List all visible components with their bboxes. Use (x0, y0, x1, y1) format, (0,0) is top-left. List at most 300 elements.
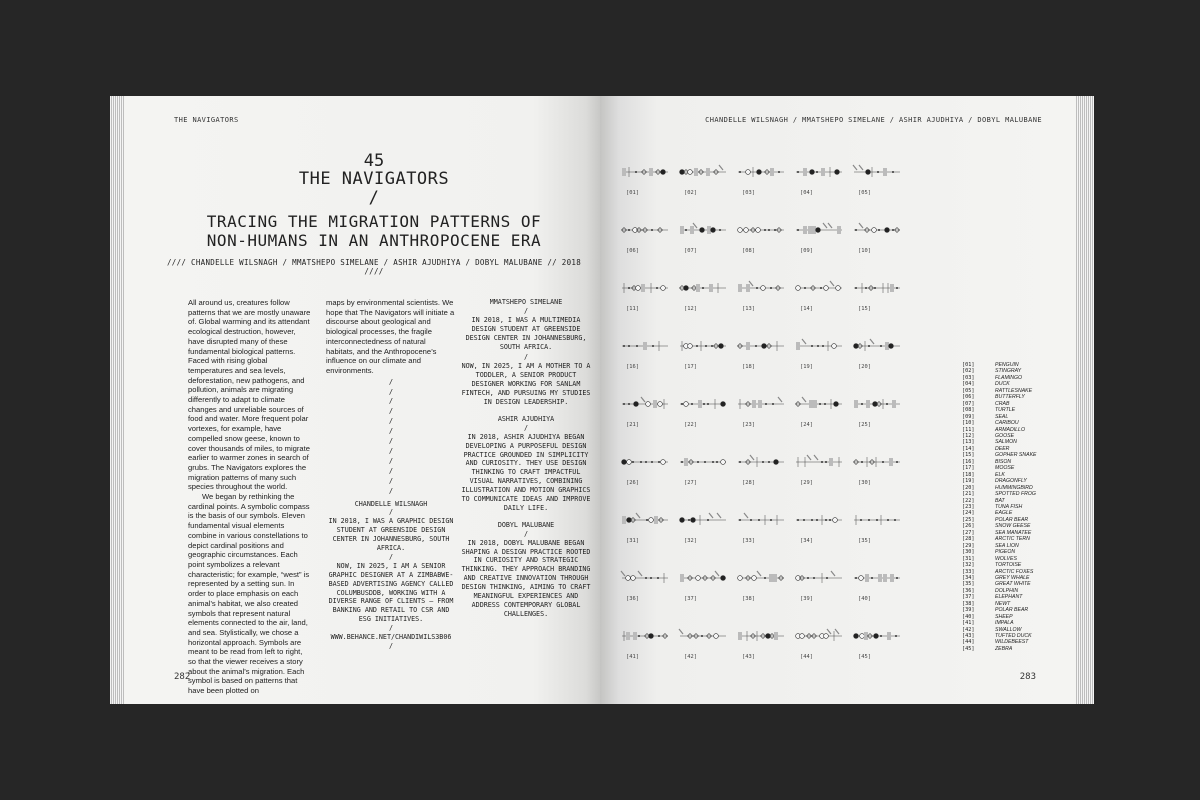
migration-symbol-icon (736, 158, 786, 184)
symbol-element (752, 576, 757, 581)
legend-row (962, 646, 1062, 652)
symbol-element (706, 168, 710, 176)
symbol-element (640, 461, 642, 463)
symbol-cell (736, 444, 794, 501)
symbol-cell (736, 560, 794, 617)
symbol-element (855, 577, 857, 579)
symbol-element (715, 571, 719, 576)
legend-species-name: DEER (995, 445, 1010, 452)
symbol-element (719, 344, 724, 349)
legend-number: [22] (962, 497, 975, 504)
symbol-element (761, 286, 766, 291)
symbol-cell (678, 154, 736, 211)
legend-species-name: ARCTIC TERN (995, 536, 1030, 543)
symbol-element (887, 519, 889, 521)
symbol-cell (620, 502, 678, 559)
legend-number: [15] (962, 452, 975, 459)
symbol-element (711, 228, 716, 233)
symbol-element (738, 632, 742, 640)
symbol-element (719, 165, 723, 170)
migration-symbol-icon (736, 390, 786, 416)
bio-name: MMATSHEPO SIMELANE (489, 298, 563, 306)
migration-symbol-icon (794, 506, 844, 532)
symbol-element (890, 284, 894, 292)
symbol-element (716, 461, 718, 463)
symbol-element (821, 461, 823, 463)
legend-species-name: BUTTERFLY (995, 394, 1025, 401)
symbol-element (684, 402, 689, 407)
legend-number: [43] (962, 633, 975, 640)
migration-symbol-icon (678, 564, 728, 590)
symbol-element (719, 229, 721, 231)
body-paragraph-3: maps by environmental scientists. We hope that The Navigators will initiate a discourse about geological and biological processes, the fragile interconnectedness of natural habitats, and the Anthropocene’s influence on our climate and environments. (326, 298, 455, 375)
migration-symbol-icon (852, 448, 902, 474)
symbol-number-label: [45] (858, 654, 871, 660)
legend-number: [42] (962, 626, 975, 633)
symbol-cell (620, 270, 678, 327)
legend-species-name: TURTLE (995, 407, 1016, 414)
symbol-element (874, 287, 876, 289)
symbol-element (889, 344, 894, 349)
legend-number: [16] (962, 458, 975, 465)
symbol-element (696, 284, 700, 292)
migration-symbol-icon (678, 216, 728, 242)
legend-number: [30] (962, 549, 975, 556)
symbol-element (837, 226, 841, 234)
migration-symbol-icon (852, 564, 902, 590)
symbol-element (796, 342, 800, 350)
symbol-number-label: [32] (684, 538, 697, 544)
symbol-element (622, 516, 626, 524)
symbol-cell (678, 502, 736, 559)
symbol-element (769, 574, 773, 582)
migration-symbol-icon (794, 390, 844, 416)
migration-symbol-icon (852, 332, 902, 358)
symbol-element (752, 400, 756, 408)
symbol-element (758, 519, 760, 521)
page-title: THE NAVIGATORS (298, 169, 450, 189)
symbol-element (868, 345, 870, 347)
symbol-element (756, 228, 761, 233)
symbol-element (768, 461, 770, 463)
running-head-left: THE NAVIGATORS (174, 116, 239, 124)
symbol-number-label: [27] (684, 480, 697, 486)
body-column-3: MMATSHEPO SIMELANE / IN 2018, I WAS A MULTIMEDIA DESIGN STUDENT AT GREENSIDE DESIGN CENTER IN JOHANNESBURG, SOUTH AFRICA. / NOW, IN 2025, I AM A MOTHER TO A TODDLER, A SENIOR PRODUCT DESIGNER WORKING FOR SANLAM FINTECH, AND PURSUING MY STUDIES IN DESIGN LEADERSHIP. ASHIR AJUDHIYA / IN 2018, ASHIR AJUDHIYA BEGAN DEVELOPING A PURPOSEFUL DESIGN PRACTICE GROUNDED IN SIMPLICITY AND CURIOSITY. THEY USE DESIGN THINKING TO CRAFT IMPACTFUL VISUAL NARRATIVES, COMBINING ILLUSTRATION AND MOTION GRAPHICS TO COMMUNICATE IDEAS AND IMPROVE DAILY LIFE. DOBYL MALUBANE / IN 2018, DOBYL MALUBANE BEGAN SHAPING A DESIGN PRACTICE ROOTED IN CURIOSITY AND STRATEGIC THINKING. THEY APPROACH BRANDING AND CREATIVE INNOVATION THROUGH DESIGN THINKING, AIMING TO CRAFT MEANINGFUL EXPERIENCES AND ADDRESS CONTEMPORARY GLOBAL CHALLENGES. (461, 298, 591, 618)
migration-symbol-icon (794, 274, 844, 300)
bio-name: CHANDELLE WILSNAGH (354, 499, 428, 508)
migration-symbol-icon (852, 158, 902, 184)
symbol-element (633, 632, 637, 640)
symbol-number-label: [20] (858, 364, 871, 370)
body-paragraph-1: All around us, creatures follow patterns that we are mostly unaware of. Global warming and its attendant ecological destruction, however, have disrupted many of these fundamental biological patterns. Faced with rising global temperatures and sea levels, deforestation, new pathogens, and pollution, animals are migrating differently to adapt to climate changes and unreliable sources of food and water. More frequent polar vortexes, for example, have compelled snow geese, known to cover thousands of miles, to migrate earlier to warmer zones in search of grubs. The Navigators explores the migration patterns of many such species throughout the world. (188, 298, 311, 492)
symbol-element (646, 519, 648, 521)
symbol-number-label: [26] (626, 480, 639, 486)
symbol-element (883, 168, 887, 176)
symbol-number-label: [10] (858, 248, 871, 254)
symbol-element (892, 171, 894, 173)
symbol-element (738, 576, 743, 581)
symbol-element (623, 345, 625, 347)
symbol-cell (678, 560, 736, 617)
legend-species-name: TUFTED DUCK (995, 633, 1032, 640)
symbol-element (813, 400, 817, 408)
symbol-element (895, 635, 897, 637)
symbol-element (853, 165, 857, 170)
migration-symbol-icon (620, 158, 670, 184)
page-edges-right (1076, 96, 1094, 704)
symbol-element (700, 228, 705, 233)
legend-species-name: STINGRAY (995, 368, 1022, 375)
migration-symbol-icon (736, 274, 786, 300)
symbol-element (712, 461, 714, 463)
legend-number: [11] (962, 426, 975, 433)
symbol-element (651, 229, 653, 231)
symbol-cell (620, 386, 678, 443)
symbol-element (758, 400, 762, 408)
symbol-element (885, 228, 890, 233)
legend-number: [23] (962, 503, 975, 510)
legend-number: [36] (962, 587, 975, 594)
symbol-number-label: [43] (742, 654, 755, 660)
symbol-element (703, 403, 705, 405)
symbol-element (871, 577, 873, 579)
symbol-element (770, 287, 772, 289)
symbol-cell (794, 386, 852, 443)
legend-species-name: POLAR BEAR (995, 607, 1029, 614)
title-block (164, 152, 584, 276)
symbol-element (645, 577, 647, 579)
symbol-element (820, 287, 822, 289)
migration-symbol-icon (736, 564, 786, 590)
symbol-element (827, 629, 831, 634)
symbol-cell (794, 444, 852, 501)
legend-number: [21] (962, 491, 975, 498)
symbol-element (816, 519, 818, 521)
legend-species-name: SEAL (995, 413, 1009, 420)
symbol-element (658, 402, 663, 407)
symbol-element (880, 635, 882, 637)
legend-number: [26] (962, 523, 975, 530)
symbol-element (813, 577, 815, 579)
symbol-element (765, 403, 767, 405)
migration-symbol-icon (736, 506, 786, 532)
symbol-number-label: [41] (626, 654, 639, 660)
symbol-element (684, 458, 688, 466)
symbol-element (804, 287, 806, 289)
symbol-element (828, 223, 832, 228)
symbol-element (834, 402, 839, 407)
symbol-element (653, 400, 657, 408)
symbol-number-label: [29] (800, 480, 813, 486)
symbol-element (807, 577, 809, 579)
symbol-element (739, 461, 741, 463)
symbol-cell (794, 154, 852, 211)
symbol-cell (852, 444, 910, 501)
symbol-number-label: [36] (626, 596, 639, 602)
symbol-cell (852, 618, 910, 675)
symbol-element (865, 287, 867, 289)
symbol-element (746, 342, 750, 350)
migration-symbol-icon (794, 564, 844, 590)
migration-symbol-icon (736, 448, 786, 474)
symbol-element (800, 634, 805, 639)
symbol-number-label: [11] (626, 306, 639, 312)
legend-species-name: TUNA FISH (995, 503, 1023, 510)
symbol-element (860, 634, 865, 639)
legend-number: [08] (962, 407, 975, 414)
legend-species-name: GREY WHALE (995, 574, 1030, 581)
symbol-number-label: [05] (858, 190, 871, 196)
symbol-cell (620, 154, 678, 211)
symbol-element (631, 576, 636, 581)
legend-species-name: FLAMINGO (995, 374, 1023, 381)
legend-species-name: PIGEON (995, 549, 1016, 556)
symbol-number-label: [24] (800, 422, 813, 428)
symbol-element (819, 403, 821, 405)
symbol-number-label: [40] (858, 596, 871, 602)
symbol-element (868, 519, 870, 521)
symbol-number-label: [42] (684, 654, 697, 660)
symbol-element (807, 455, 811, 460)
legend-number: [33] (962, 568, 975, 575)
legend-number: [24] (962, 510, 975, 517)
running-head-right: CHANDELLE WILSNAGH / MMATSHEPO SIMELANE / ASHIR AJUDHIYA / DOBYL MALUBANE (705, 116, 1042, 124)
migration-symbol-icon (852, 216, 902, 242)
symbol-element (750, 455, 754, 460)
legend-species-name: MOOSE (995, 465, 1015, 472)
migration-symbol-icon (736, 622, 786, 648)
symbol-element (739, 519, 741, 521)
symbol-element (632, 461, 634, 463)
symbol-element (634, 402, 639, 407)
symbol-cell (852, 502, 910, 559)
legend-species-name: BAT (995, 497, 1005, 504)
symbol-element (773, 574, 777, 582)
symbol-element (680, 226, 684, 234)
symbol-element (854, 400, 858, 408)
symbol-element (860, 519, 862, 521)
symbol-number-label: [23] (742, 422, 755, 428)
symbol-number-label: [33] (742, 538, 755, 544)
symbol-element (622, 460, 627, 465)
symbol-element (824, 634, 829, 639)
legend-species-name: SHEEP (995, 613, 1013, 620)
migration-symbol-icon (678, 390, 728, 416)
symbol-element (643, 342, 647, 350)
symbol-element (826, 577, 828, 579)
symbol-element (652, 345, 654, 347)
symbol-cell (678, 328, 736, 385)
left-page (124, 96, 600, 704)
symbol-element (739, 171, 741, 173)
legend-number: [03] (962, 374, 975, 381)
symbol-number-label: [34] (800, 538, 813, 544)
symbol-number-label: [30] (858, 480, 871, 486)
migration-symbol-icon (620, 216, 670, 242)
symbol-element (809, 400, 813, 408)
migration-symbol-icon (852, 274, 902, 300)
symbol-element (654, 516, 658, 524)
symbol-element (892, 400, 896, 408)
symbol-cell (736, 386, 794, 443)
legend-species-name: RATTLESNAKE (995, 387, 1033, 394)
symbol-element (698, 400, 702, 408)
migration-symbol-icon (736, 332, 786, 358)
symbol-cell (736, 212, 794, 269)
symbol-number-label: [35] (858, 538, 871, 544)
symbol-element (822, 345, 824, 347)
symbol-element (830, 281, 834, 286)
migration-symbol-icon (620, 332, 670, 358)
legend-species-name: EAGLE (995, 510, 1013, 517)
symbol-element (821, 168, 825, 176)
symbol-number-label: [38] (742, 596, 755, 602)
symbol-element (861, 461, 863, 463)
symbol-element (835, 629, 839, 634)
symbol-element (738, 228, 743, 233)
symbol-number-label: [14] (800, 306, 813, 312)
legend-number: [41] (962, 620, 975, 627)
legend-species-name: TORTOISE (995, 562, 1022, 569)
migration-symbol-icon (620, 390, 670, 416)
symbol-element (622, 168, 626, 176)
symbol-cell (794, 328, 852, 385)
symbol-element (707, 519, 709, 521)
open-book (110, 96, 1094, 704)
legend-species-name: ELEPHANT (995, 594, 1023, 601)
symbol-element (656, 287, 658, 289)
legend-species-name: SALMON (995, 439, 1017, 446)
legend-number: [09] (962, 413, 975, 420)
body-column-2 (326, 298, 456, 651)
symbol-cell (620, 618, 678, 675)
symbol-element (768, 229, 770, 231)
bio-text: IN 2018, DOBYL MALUBANE BEGAN SHAPING A DESIGN PRACTICE ROOTED IN CURIOSITY AND STRATEGIC THINKING. THEY APPROACH BRANDING AND CREATIVE INNOVATION THROUGH DESIGN THINKING, AIMING TO CRAFT MEANINGFUL EXPERIENCES AND ADDRESS CONTEMPORARY GLOBAL CHALLENGES. (461, 538, 591, 618)
symbol-cell (736, 502, 794, 559)
migration-symbol-icon (794, 448, 844, 474)
symbol-element (744, 513, 748, 518)
legend-species-name: IMPALA (995, 620, 1014, 627)
body-paragraph-2: We began by rethinking the cardinal points. A symbolic compass is the basis of our symbols. Eleven fundamental visual elements combine in various constellations to depict cardinal positions and geographic circumstances. Each point symbolizes a relevant characteristic; for example, “west” is represented by a setting sun. In order to place emphasis on each animal’s habitat, we also created symbols that represent natural elements connected to the air, land, and sea. Stylistically, we chose a horizontal approach. Symbols are meant to be read from left to right, so that the viewer receives a story about the animal’s migration. Each symbol is based on patterns that have been plotted on (188, 492, 310, 696)
migration-symbol-icon (678, 622, 728, 648)
legend-species-name: SWALLOW (995, 626, 1022, 633)
symbol-element (778, 171, 780, 173)
symbol-cell (620, 328, 678, 385)
symbol-cell (852, 154, 910, 211)
symbol-element (803, 226, 807, 234)
symbol-element (646, 402, 651, 407)
legend-number: [04] (962, 381, 975, 388)
legend-number: [19] (962, 478, 975, 485)
symbol-element (757, 571, 761, 576)
symbol-element (738, 284, 742, 292)
symbol-element (628, 403, 630, 405)
legend-species-name: NEWT (995, 600, 1011, 607)
symbol-element (774, 460, 779, 465)
legend-species-name: BISON (995, 458, 1012, 465)
symbol-element (887, 632, 891, 640)
symbol-element (650, 577, 652, 579)
symbol-number-label: [13] (742, 306, 755, 312)
symbol-number-label: [22] (684, 422, 697, 428)
symbol-element (866, 170, 871, 175)
symbol-element (770, 519, 772, 521)
symbol-number-label: [31] (626, 538, 639, 544)
legend-number: [25] (962, 516, 975, 523)
legend-number: [20] (962, 484, 975, 491)
symbol-cell (736, 618, 794, 675)
symbol-element (679, 629, 683, 634)
symbol-element (691, 518, 696, 523)
legend-number: [35] (962, 581, 975, 588)
symbol-element (746, 170, 751, 175)
migration-symbol-icon (620, 622, 670, 648)
symbol-number-label: [12] (684, 306, 697, 312)
symbol-element (628, 287, 630, 289)
symbol-element (802, 339, 806, 344)
symbol-cell (794, 618, 852, 675)
symbol-element (680, 574, 684, 582)
symbol-element (626, 632, 630, 640)
legend-species-name: SEA MANATEE (995, 529, 1032, 536)
migration-symbol-icon (678, 448, 728, 474)
symbol-element (721, 460, 726, 465)
symbol-number-label: [44] (800, 654, 813, 660)
symbol-element (721, 402, 726, 407)
symbol-element (688, 344, 693, 349)
page-number-right: 283 (1019, 672, 1036, 682)
symbol-element (658, 461, 660, 463)
legend-number: [29] (962, 542, 975, 549)
symbol-element (681, 461, 683, 463)
symbol-element (829, 519, 831, 521)
symbol-element (697, 461, 699, 463)
page-number-left: 282 (174, 672, 191, 682)
symbol-number-label: [15] (858, 306, 871, 312)
symbol-element (825, 519, 827, 521)
migration-symbol-grid (620, 154, 940, 674)
bio-text: IN 2018, I WAS A MULTIMEDIA DESIGN STUDENT AT GREENSIDE DESIGN CENTER IN JOHANNESBURG, SOUTH AFRICA. (465, 315, 587, 351)
symbol-element (814, 455, 818, 460)
symbol-element (883, 574, 887, 582)
symbol-element (709, 284, 713, 292)
legend-species-name: PENGUIN (995, 362, 1019, 368)
symbol-element (694, 168, 698, 176)
legend-number: [14] (962, 445, 975, 452)
symbol-element (778, 397, 782, 402)
symbol-element (878, 574, 882, 582)
symbol-element (833, 518, 838, 523)
symbol-element (803, 168, 807, 176)
symbol-element (892, 229, 894, 231)
symbol-element (882, 461, 884, 463)
legend-species-name: SEA LION (995, 542, 1019, 549)
symbol-element (690, 226, 694, 234)
symbol-element (691, 403, 693, 405)
symbol-element (797, 229, 799, 231)
bio-text: IN 2018, I WAS A GRAPHIC DESIGN STUDENT AT GREENSIDE DESIGN CENTER IN JOHANNESBURG, SOUTH AFRICA. (328, 517, 454, 553)
symbol-cell (794, 560, 852, 617)
title-slash: / (368, 188, 380, 208)
symbol-element (636, 513, 640, 518)
authors-line: //// CHANDELLE WILSNAGH / MMATSHEPO SIMELANE / ASHIR AJUDHIYA / DOBYL MALUBANE // 2018 //// (166, 258, 582, 276)
symbol-element (811, 519, 813, 521)
bio-name: DOBYL MALUBANE (497, 520, 555, 529)
symbol-element (755, 345, 757, 347)
symbol-cell (736, 154, 794, 211)
bio-text: NOW, IN 2025, I AM A SENIOR GRAPHIC DESIGNER AT A ZIMBABWE-BASED ADVERTISING AGENCY CALLED COLUMBUSDDB, WORKING WITH A DIVERSE RANGE OF CLIENTS — FROM BANKING AND RETAIL TO CSR AND ESG INITIATIVES. (328, 561, 454, 624)
legend-species-name: SPOTTED FROG (995, 491, 1036, 498)
